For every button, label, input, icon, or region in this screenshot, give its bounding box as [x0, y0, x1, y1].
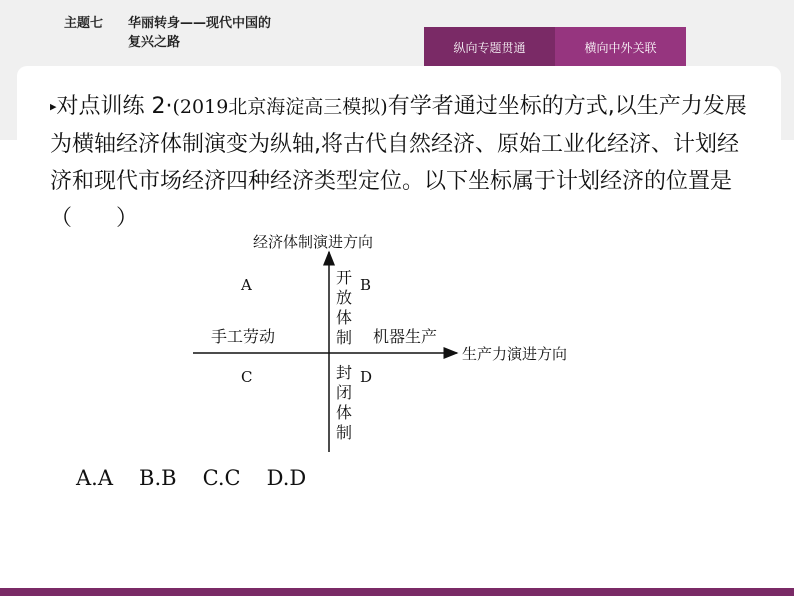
- right-axis-label: 机器生产: [373, 327, 438, 346]
- open-system-char: 制: [336, 328, 353, 347]
- y-axis-label: 经济体制演进方向: [253, 233, 374, 251]
- option-d[interactable]: D.D: [266, 466, 307, 490]
- quadrant-c-label: C: [241, 368, 253, 386]
- left-axis-label: 手工劳动: [211, 327, 276, 346]
- option-c[interactable]: C.C: [202, 466, 241, 490]
- quadrant-a-label: A: [241, 276, 252, 294]
- closed-system-char: 闭: [336, 383, 353, 402]
- question-body: 有学者通过坐标的方式,以生产力发展为横轴经济体制演变为纵轴,将古代自然经济、原始工业化经济、计划经济和现代市场经济四种经济类型定位。以下坐标属于计划经济的位置是（ ）: [50, 94, 747, 231]
- option-b[interactable]: B.B: [139, 466, 177, 490]
- x-axis-label: 生产力演进方向: [462, 345, 568, 363]
- question-lead: 对点训练 2·: [56, 94, 173, 119]
- quadrant-b-label: B: [360, 276, 372, 294]
- topic-title-line1: 华丽转身——现代中国的: [128, 16, 272, 31]
- quadrant-d-label: D: [360, 368, 373, 386]
- open-system-char: 放: [336, 288, 353, 307]
- closed-system-char: 体: [336, 403, 353, 422]
- topic-title-line2: 复兴之路: [128, 35, 181, 50]
- tab-horizontal-link[interactable]: 横向中外关联: [584, 40, 657, 55]
- tab-vertical-topic[interactable]: 纵向专题贯通: [424, 27, 555, 67]
- question-source: (2019北京海淀高三模拟): [172, 96, 388, 118]
- answer-options: [76, 466, 306, 490]
- bullet-marker: ▸: [50, 99, 57, 115]
- open-system-char: 开: [336, 268, 353, 287]
- open-system-char: 体: [336, 308, 353, 327]
- topic-label: 主题七: [64, 16, 104, 31]
- option-a[interactable]: A.A: [76, 466, 114, 490]
- bottom-accent-bar: [0, 588, 794, 596]
- closed-system-char: 制: [336, 423, 353, 442]
- closed-system-char: 封: [336, 363, 353, 382]
